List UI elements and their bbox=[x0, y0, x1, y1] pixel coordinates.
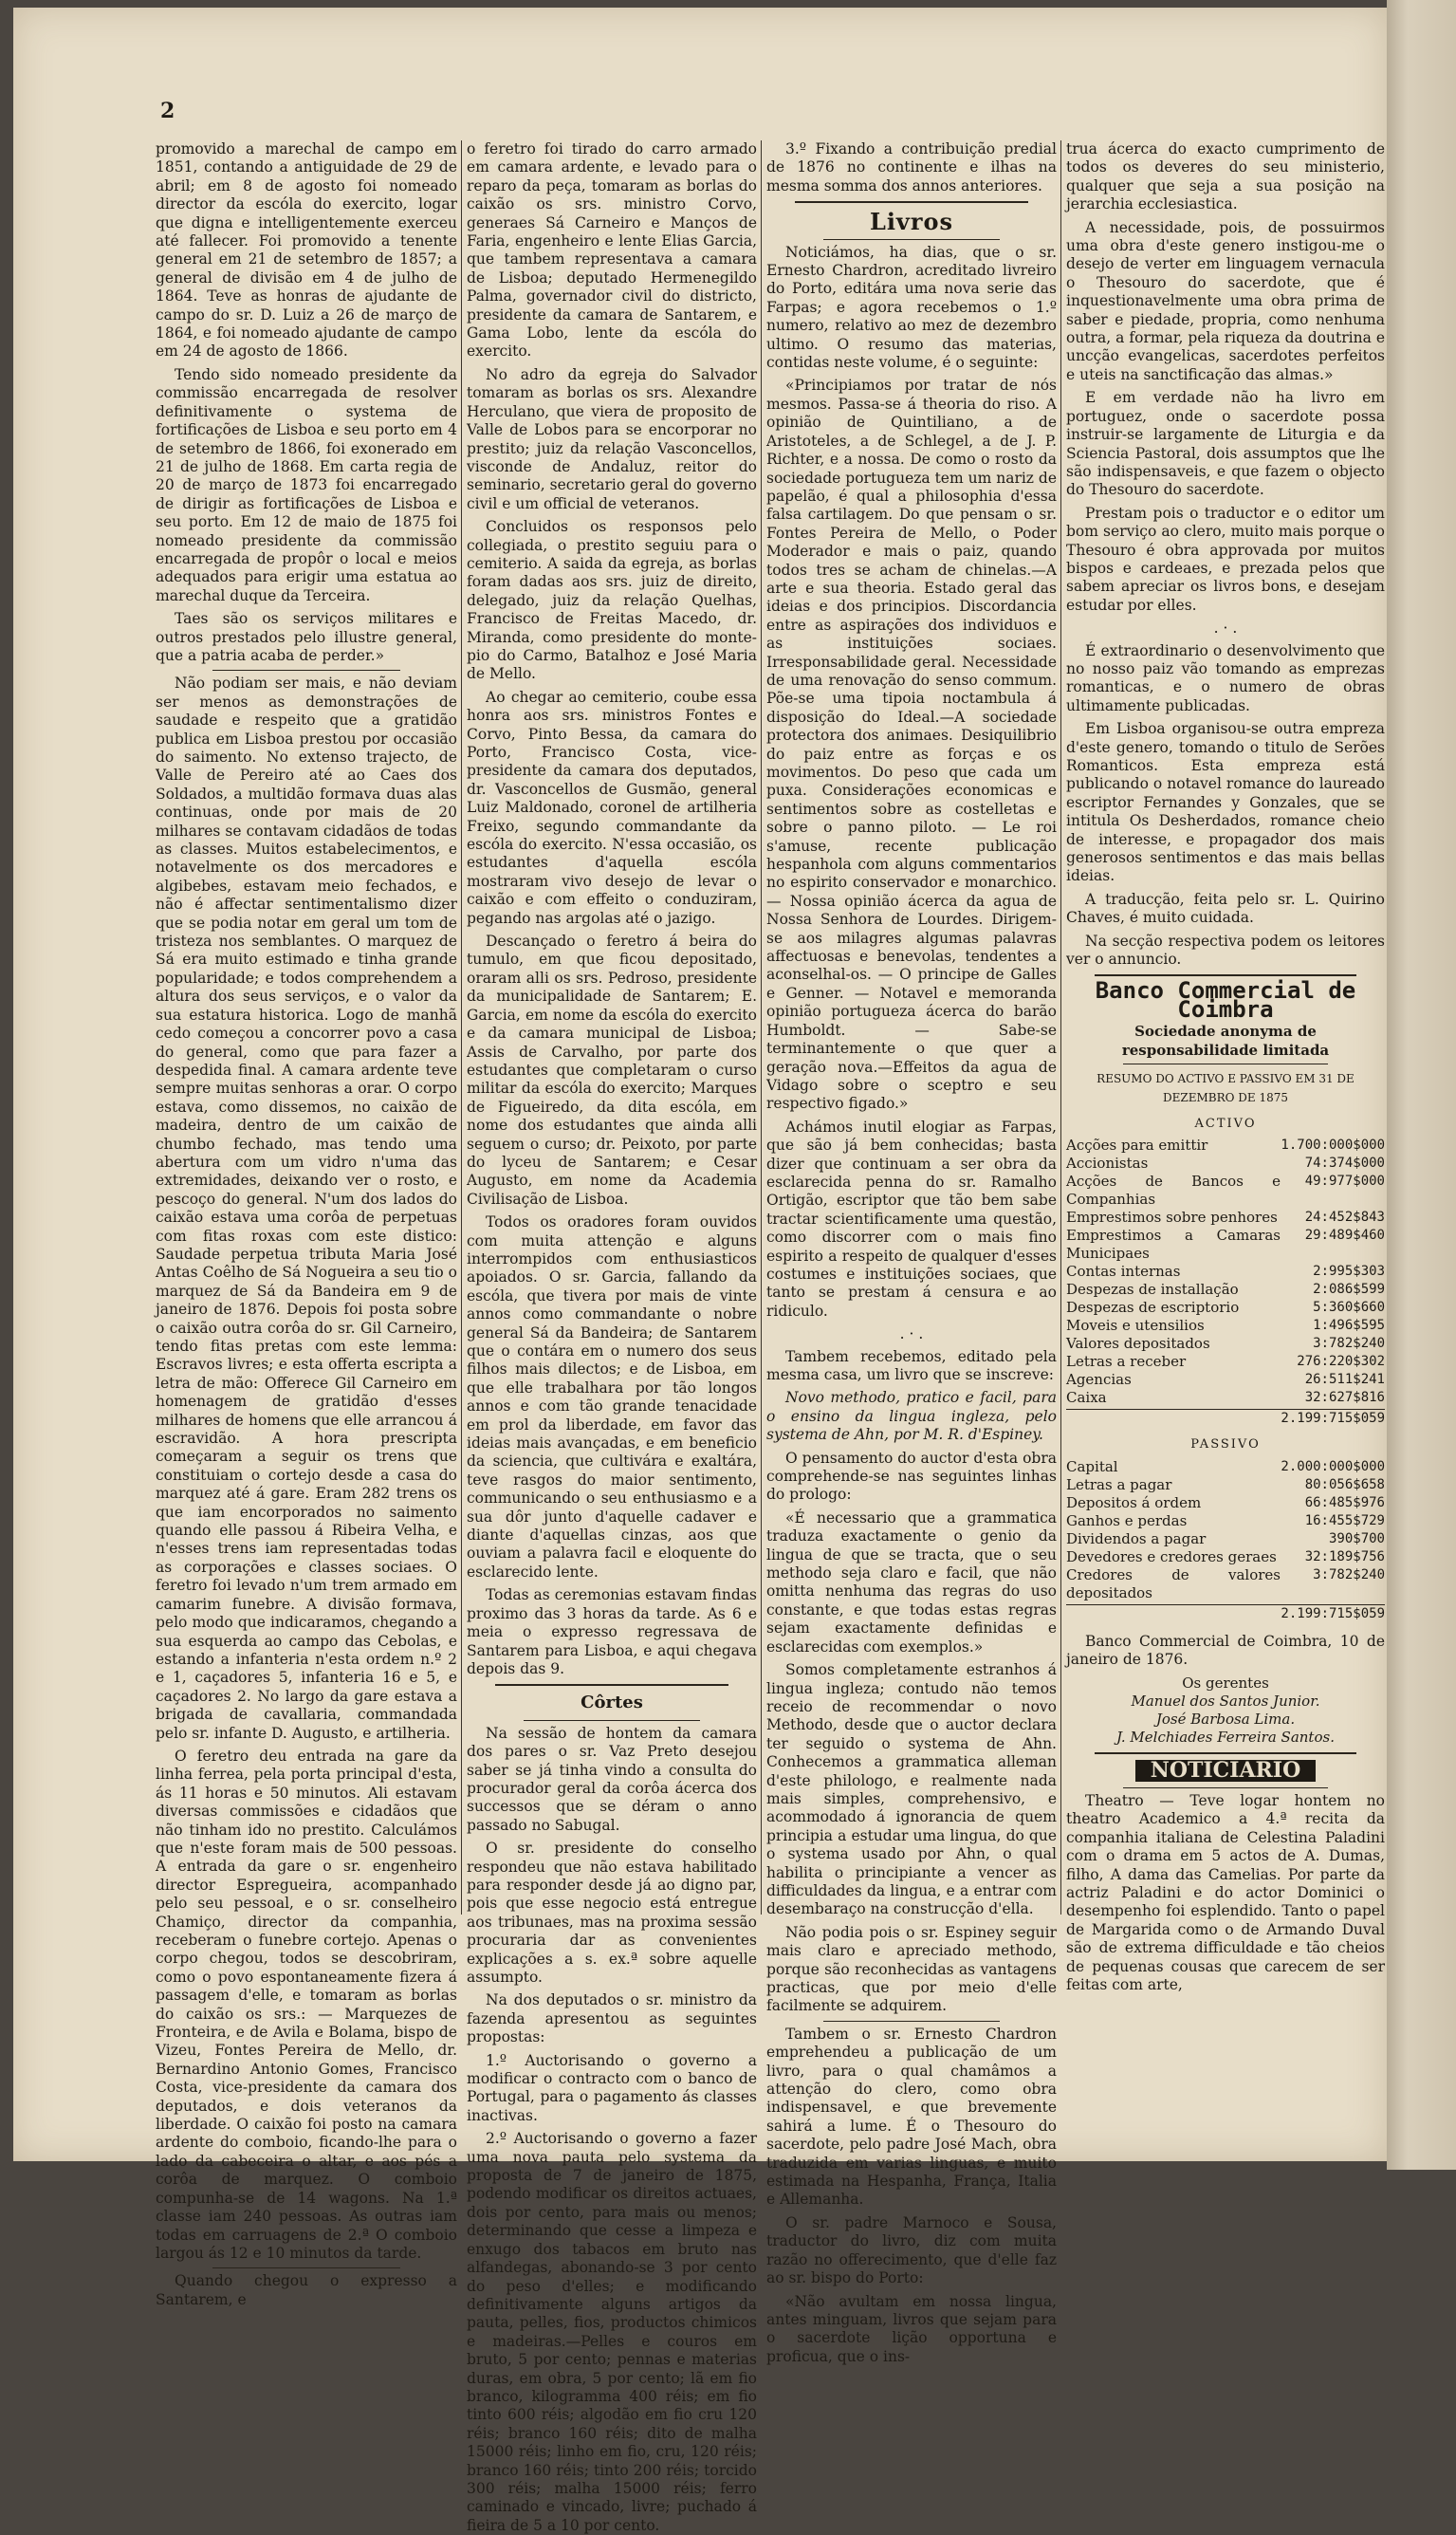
paragraph: «Não avultam em nossa lingua, antes minguam, livros que sejam para o sacerdote lição opportuna e proficua, que o ins- bbox=[766, 2292, 1057, 2365]
activo-heading: ACTIVO bbox=[1194, 1116, 1257, 1131]
bank-subtitle: Sociedade anonyma de responsabilidade limitada bbox=[1121, 1023, 1330, 1059]
bank-title: Banco Commercial de Coimbra bbox=[1095, 977, 1356, 1023]
paragraph: Concluidos os responsos pelo collegiada, o prestito seguiu para o cemiterio. A saida da egreja, as borlas foram dadas aos srs. juiz de direito, delegado, juiz da relação Quelhas, Francisco de Freitas Macedo, dr. Miranda, como presidente do monte-pio do Carmo, Batalhoz e José Maria de Mello. bbox=[467, 518, 757, 683]
page-number: 2 bbox=[160, 99, 175, 123]
account-label: Emprestimos a Camaras Municipaes bbox=[1066, 1227, 1281, 1263]
divider bbox=[823, 2021, 1000, 2022]
paragraph: Não podia pois o sr. Espiney seguir mais claro e apreciado methodo, porque são reconhecidas as vantagens practicas, que por meio d'elle facilmente se adquirem. bbox=[766, 1923, 1057, 2015]
account-value: 1.700:000$000 bbox=[1281, 1138, 1385, 1154]
gerente-name: José Barbosa Lima. bbox=[1155, 1710, 1296, 1728]
account-value: 16:455$729 bbox=[1304, 1512, 1385, 1528]
divider bbox=[495, 1684, 728, 1686]
divider bbox=[795, 201, 1028, 203]
activo-total-row bbox=[1066, 1409, 1385, 1428]
paragraph: trua ácerca do exacto cumprimento de todos os deveres do seu ministerio, qualquer que seja a sua posição na jerarchia ecclesiastica. bbox=[1066, 140, 1385, 213]
paragraph: Somos completamente estranhos á lingua ingleza; contudo não temos receio de recommendar o novo Methodo, desde que o auctor declara ter seguido o systema de Ahn. Conhecemos a grammatica alleman d'este philologo, e realmente nada mais simples, comprehensivo, e acommodado á ignorancia de quem principia a estudar uma lingua, do que o systema usado por Ahn, o qual habilita o principiante a vencer as difficuldades da lingua, e a entrar com desembaraço na construcção d'ella. bbox=[766, 1661, 1057, 1918]
paragraph: Na sessão de hontem da camara dos pares o sr. Vaz Preto desejou saber se já tinha vindo a consulta do procurador geral da corôa ácerca dos successos que se déram o anno passado no Sabugal. bbox=[467, 1724, 757, 1834]
separator-dots: . · . bbox=[1213, 620, 1238, 638]
account-row bbox=[1066, 1263, 1385, 1281]
account-value: 390$700 bbox=[1328, 1530, 1385, 1546]
account-value: 66:485$976 bbox=[1304, 1494, 1385, 1510]
column-4 bbox=[1066, 140, 1385, 2123]
account-label: Acções de Bancos e Companhias bbox=[1066, 1173, 1281, 1209]
account-label: Emprestimos sobre penhores bbox=[1066, 1209, 1278, 1227]
divider bbox=[212, 670, 400, 671]
column-rule bbox=[461, 140, 462, 1915]
section-title-livros: Livros bbox=[869, 208, 954, 236]
account-label: Valores depositados bbox=[1066, 1335, 1210, 1353]
account-value: 26:511$241 bbox=[1304, 1372, 1385, 1388]
paragraph: O sr. padre Marnoco e Sousa, traductor do livro, diz com muita razão no offerecimento, que d'elle faz ao sr. bispo do Porto: bbox=[766, 2213, 1057, 2287]
account-label: Letras a pagar bbox=[1066, 1475, 1172, 1493]
column-2 bbox=[467, 140, 757, 2534]
gerente-name: J. Melchiades Ferreira Santos. bbox=[1116, 1728, 1335, 1746]
account-value: 24:452$843 bbox=[1304, 1210, 1385, 1226]
passivo-total: 2.199:715$059 bbox=[1281, 1605, 1385, 1621]
paragraph: «É necessario que a grammatica traduza exactamente o genio da lingua de que se tracta, que o seu methodo seja claro e facil, que não omitta nenhuma das regras do uso constante, e que todas estas regras sejam exactamente definidas e esclarecidas com exemplos.» bbox=[766, 1508, 1057, 1656]
divider bbox=[823, 239, 1000, 240]
paragraph: 2.º Auctorisando o governo a fazer uma nova pauta pelo systema da proposta de 7 de janeiro de 1875, podendo modificar os direitos actuaes, dois por cento, para mais ou menos; determinando que cesse a limpeza e enxugo dos tabacos em bruto nas alfandegas, abonando-se 3 por cento do peso d'elles; e modificando definitivamente alguns artigos da pauta, pelles, fios, productos chimicos e madeiras.—Pelles e couros em bruto, 5 por cento; pennas e materias duras, em obra, 5 por cento; lã em fio branco, kilogramma 400 réis; em fio tinto 600 réis; algodão em fio cru 120 réis; branco 160 réis; dito de malha 15000 réis; linho em fio, cru, 120 réis; branco 160 réis; tinto 200 réis; torcido 300 réis; malha 15000 réis; ferro caminado e vincado, livre; puchado á fieira de 5 a 10 por cento. bbox=[467, 2130, 757, 2534]
section-title-noticiario: NOTICIARIO bbox=[1135, 1760, 1317, 1782]
account-row bbox=[1066, 1317, 1385, 1335]
account-row bbox=[1066, 1389, 1385, 1407]
account-label: Moveis e utensilios bbox=[1066, 1317, 1205, 1335]
account-row bbox=[1066, 1299, 1385, 1317]
paragraph: Tambem recebemos, editado pela mesma casa, um livro que se inscreve: bbox=[766, 1347, 1057, 1383]
noticiario-header bbox=[1066, 1757, 1385, 1783]
paragraph: Tambem o sr. Ernesto Chardron emprehendeu a publicação de um livro, para o qual chamâmos a attenção do clero, como obra indispensavel, e que brevemente sahirá a lume. É o Thesouro do sacerdote, pelo padre José Mach, obra traduzida em varias linguas, e muito estimada na Hespanha, França, Italia e Allemanha. bbox=[766, 2025, 1057, 2209]
paragraph: E em verdade não ha livro em portuguez, onde o sacerdote possa instruir-se largamente de Liturgia e da Sciencia Pastoral, dois assumptos que lhe são indispensaveis, e que fazem o objecto do Thesouro do sacerdote. bbox=[1066, 389, 1385, 499]
account-value: 32:627$816 bbox=[1304, 1390, 1385, 1406]
account-value: 5:360$660 bbox=[1313, 1300, 1385, 1316]
account-row bbox=[1066, 1155, 1385, 1173]
account-label: Dividendos a pagar bbox=[1066, 1529, 1207, 1547]
account-row bbox=[1066, 1227, 1385, 1263]
account-value: 3:782$240 bbox=[1313, 1336, 1385, 1352]
paragraph: Não podiam ser mais, e não deviam ser menos as demonstrações de saudade e respeito que a gratidão publica em Lisboa prestou por occasião do saimento. No extenso trajecto, de Valle de Pereiro até ao Caes dos Soldados, a multidão formava duas alas continuas, onde por mais de 20 milhares se contavam cidadãos de todas as classes. Muitos estabelecimentos, e notavelmente os dos mercadores e algibebes, estavam meio fechados, e não é affectar sentimentalismo dizer que se podia notar em geral um tom de tristeza nos semblantes. O marquez de Sá era muito estimado e tinha grande popularidade; e todos comprehendem a altura dos seus serviços, e o valor da sua estatura historica. Logo de manhã cedo começou a concorrer povo a casa do general, como que para fazer a despedida final. A camara ardente teve sempre muitas senhoras a orar. O corpo estava, como dissemos, no caixão de madeira, dentro de um caixão de chumbo fechado, mas tendo uma abertura com um vidro n'uma das extremidades, deixando ver o rosto, e pescoço do general. N'um dos lados do caixão estava uma corôa de perpetuas com fitas roxas com este distico: Saudade perpetua tributa Maria José Antas Coêlho de Sá Nogueira a seu tio o marquez de Sá da Bandeira em 9 de janeiro de 1876. Depois foi posta sobre o caixão outra corôa do sr. Gil Carneiro, tendo fitas pretas com este lemma: Escravos livres; e esta offerta escripta a letra de mão: Offerece Gil Carneiro em homenagem de gratidão d'esses milhares de homens que elle arrancou á escravidão. A hora prescripta começaram a seguir os trens que constituiam o cortejo desde a casa do marquez até á gare. Eram 282 trens os que iam encorporados no saimento quando elle passou á Ribeira Velha, e n'esses trens iam representadas todas as corporações e classes sociaes. O feretro foi levado n'um trem armado em camarim funebre. A divisão formava, pelo modo que indicaramos, chegando a sua esquerda ao campo das Cebolas, e estando a infanteria n'esta ordem n.º 2 e 1, caçadores 5, infanteria 16 e 5, e caçadores 2. No largo da gare estava a brigada de cavallaria, commandada pelo sr. infante D. Augusto, e artilheria. bbox=[156, 675, 457, 1742]
account-row bbox=[1066, 1530, 1385, 1548]
passivo-total-row bbox=[1066, 1604, 1385, 1623]
account-value: 80:056$658 bbox=[1304, 1476, 1385, 1492]
paragraph: «Principiamos por tratar de nós mesmos. Passa-se á theoria do riso. A opinião de Quintiliano, a de Aristoteles, a de Schlegel, a de J. P. Richter, e a nossa. De como o rosto da sociedade portugueza tem um nariz de papelão, é qual a philosophia d'essa falsa cartilagem. Do que pensam o sr. Fontes Pereira de Mello, o Poder Moderador e mais o paiz, quando todos tres se acham de chinelas.—A arte e sua theoria. Estado geral das ideias e dos principios. Discordancia entre as aspirações dos individuos e as instituições sociaes. Irresponsabilidade geral. Necessidade de uma renovação do senso commum. Põe-se uma tipoia noctambula á disposição do Ideal.—A sociedade protectora dos animaes. Desiquilibrio do paiz entre as forças e os movimentos. Do peso que cada um puxa. Considerações economicas e sentimentos sobre as costelletas e sobre o panno piloto. — Le roi s'amuse, recente publicação hespanhola com alguns commentarios no espirito conservador e monarchico. — Nossa opinião ácerca da agua de Nossa Senhora de Lourdes. Dirigem-se aos milagres algumas palavras affectuosas e benevolas, tendentes a aconselhal-os. — O principe de Galles e Genner. — Notavel e memoranda opinião portugueza ácerca do barão Humboldt. — Sabe-se terminantemente o que quer a geração nova.—Effeitos da agua de Vidago sobre o sceptro e seu respectivo figado.» bbox=[766, 377, 1057, 1113]
paragraph: O pensamento do auctor d'esta obra comprehende-se nas seguintes linhas do prologo: bbox=[766, 1449, 1057, 1504]
account-row bbox=[1066, 1137, 1385, 1155]
passivo-table bbox=[1066, 1458, 1385, 1602]
paragraph: Prestam pois o traductor e o editor um bom serviço ao clero, muito mais porque o Thesouro é obra approvada por muitos bispos e cardeaes, e prezada pelos que sabem apreciar os livros bons, e desejam estudar por elles. bbox=[1066, 504, 1385, 614]
divider bbox=[524, 1720, 700, 1721]
paragraph: Descançado o feretro á beira do tumulo, em que ficou depositado, oraram alli os srs. Pedroso, presidente da municipalidade de Santarem; E. Garcia, em nome da escóla do exercito e da camara municipal de Lisboa; Assis de Carvalho, por parte dos estudantes que completaram o curso militar da escóla do exercito; Marques de Figueiredo, da dita escóla, em nome dos estudantes que ainda alli seguem o curso; dr. Peixoto, por parte do lyceu de Santarem; e Cesar Augusto, em nome da Academia Civilisação de Lisboa. bbox=[467, 933, 757, 1208]
paragraph: promovido a marechal de campo em 1851, contando a antiguidade de 29 de abril; em 8 de agosto foi nomeado director da escóla do exercito, logar que digna e intelligentemente exerceu até fallecer. Foi promovido a tenente general em 21 de setembro de 1857; a general de divisão em 4 de julho de 1864. Teve as honras de ajudante de campo do sr. D. Luiz a 26 de março de 1864, e foi nomeado ajudante de campo em 24 de agosto de 1866. bbox=[156, 140, 457, 361]
paragraph: Achámos inutil elogiar as Farpas, que são já bem conhecidas; basta dizer que continuam a ser obra da esclarecida penna do sr. Ramalho Ortigão, escriptor que tão bem sabe tractar scientificamente uma questão, como discorrer com o mais fino espirito a respeito de qualquer d'esses costumes e instituições sociaes, que tanto se prestam á censura e ao ridiculo. bbox=[766, 1118, 1057, 1320]
column-3 bbox=[766, 140, 1057, 2365]
account-row bbox=[1066, 1458, 1385, 1476]
account-row bbox=[1066, 1281, 1385, 1299]
gerente-name: Manuel dos Santos Junior. bbox=[1131, 1692, 1320, 1710]
account-value: 2.000:000$000 bbox=[1281, 1458, 1385, 1474]
paragraph: Tendo sido nomeado presidente da commissão encarregada de resolver definitivamente o systema de fortificações de Lisboa e seu porto em 4 de setembro de 1866, foi exonerado em 21 de julho de 1868. Em carta regia de 20 de março de 1873 foi encarregado de dirigir as fortificações de Lisboa e seu porto. Em 12 de maio de 1875 foi nomeado presidente da commissão encarregada de propôr o local e meios adequados para erigir uma estatua ao marechal duque da Terceira. bbox=[156, 365, 457, 604]
account-label: Despezas de escriptorio bbox=[1066, 1299, 1240, 1317]
divider bbox=[212, 2267, 400, 2268]
account-value: 29:489$460 bbox=[1304, 1228, 1385, 1244]
activo-table bbox=[1066, 1137, 1385, 1407]
paragraph: A traducção, feita pelo sr. L. Quirino Chaves, é muito cuidada. bbox=[1066, 890, 1385, 927]
bank-resume: RESUMO DO ACTIVO E PASSIVO EM 31 DE DEZEMBRO DE 1875 bbox=[1097, 1072, 1355, 1104]
account-value: 3:782$240 bbox=[1313, 1566, 1385, 1582]
paragraph: Noticiámos, ha dias, que o sr. Ernesto Chardron, acreditado livreiro do Porto, editára uma nova serie das Farpas; e agora recebemos o 1.º numero, relativo ao mez de dezembro ultimo. O resumo das materias, contidas neste volume, é o seguinte: bbox=[766, 243, 1057, 372]
account-row bbox=[1066, 1209, 1385, 1227]
paragraph: Novo methodo, pratico e facil, para o ensino da lingua ingleza, pelo systema de Ahn, por M. R. d'Espiney. bbox=[766, 1389, 1057, 1444]
paragraph: O sr. presidente do conselho respondeu que não estava habilitado para responder desde já ao digno par, pois que esse negocio está entregue aos tribunaes, mas na proxima sessão procuraria dar as convenientes explicações a s. ex.ª sobre aquelle assumpto. bbox=[467, 1840, 757, 1986]
paragraph: Theatro — Teve logar hontem no theatro Academico a 4.ª recita da companhia italiana de Celestina Paladini com o drama em 5 actos de A. Dumas, filho, A dama das Camelias. Por parte da actriz Paladini e do actor Dominici o desempenho foi esplendido. Tanto o papel de Margarida como o de Armando Duval são de extrema difficuldade e tão cheios de pequenas cousas que carecem de ser feitas com arte, bbox=[1066, 1791, 1385, 1993]
account-label: Acções para emittir bbox=[1066, 1137, 1208, 1155]
account-row bbox=[1066, 1173, 1385, 1209]
account-label: Despezas de installação bbox=[1066, 1281, 1239, 1299]
separator-dots: . · . bbox=[899, 1325, 924, 1343]
paragraph: Todos os oradores foram ouvidos com muita attenção e alguns interrompidos com enthusiasticos apoiados. O sr. Garcia, fallando da escóla, que tivera por mais de vinte annos como commandante o nobre general Sá da Bandeira; de Santarem que o contára em o numero dos seus filhos mais dilectos; e de Lisboa, em que elle trabalhara por tão longos annos e com tão grande tenacidade em prol da liberdade, em favor das ideias mais avançadas, e em beneficio da sciencia, que cultivára e exaltára, teve rasgos do maior sentimento, communicando o seu enthusiasmo e a sua dôr junto d'aquelle cadaver e diante d'aquellas cinzas, aos que ouviam a palavra facil e eloquente do esclarecido lente. bbox=[467, 1213, 757, 1581]
account-label: Caixa bbox=[1066, 1389, 1107, 1407]
activo-total: 2.199:715$059 bbox=[1281, 1411, 1385, 1427]
divider bbox=[1123, 1787, 1328, 1788]
account-row bbox=[1066, 1476, 1385, 1494]
paragraph: A necessidade, pois, de possuirmos uma obra d'este genero instigou-me o desejo de verter em linguagem vernacula o Thesouro do sacerdote, que é inquestionavelmente uma obra prima de saber e piedade, propria, como nenhuma outra, a formar, pela riqueza da doutrina e uncção evangelicas, sacerdotes perfeitos e uteis na sanctificação das almas.» bbox=[1066, 218, 1385, 383]
account-row bbox=[1066, 1335, 1385, 1353]
account-label: Depositos á ordem bbox=[1066, 1493, 1202, 1511]
account-label: Contas internas bbox=[1066, 1263, 1181, 1281]
next-page-edge bbox=[1387, 0, 1456, 2170]
paragraph: o feretro foi tirado do carro armado em camara ardente, e levado para o reparo da peça, tomaram as borlas do caixão os srs. ministro Corvo, generaes Sá Carneiro e Manços de Faria, engenheiro e lente Elias Garcia, que tambem representava a camara de Lisboa; deputado Hermenegildo Palma, governador civil do districto, presidente da camara de Santarem, e Gama Lobo, lente da escóla do exercito. bbox=[467, 140, 757, 361]
divider bbox=[1095, 974, 1356, 976]
column-1 bbox=[156, 140, 457, 2308]
account-row bbox=[1066, 1353, 1385, 1371]
passivo-heading: PASSIVO bbox=[1190, 1437, 1261, 1453]
newspaper-page bbox=[13, 8, 1387, 2534]
account-label: Capital bbox=[1066, 1457, 1118, 1475]
paragraph: Taes são os serviços militares e outros prestados pelo illustre general, que a patria acaba de perder.» bbox=[156, 610, 457, 664]
account-label: Accionistas bbox=[1066, 1155, 1149, 1173]
account-value: 32:189$756 bbox=[1304, 1548, 1385, 1564]
account-value: 74:374$000 bbox=[1304, 1156, 1385, 1172]
paragraph: No adro da egreja do Salvador tomaram as borlas os srs. Alexandre Herculano, que viera de proposito de Valle de Lobos para se encorporar no prestito; juiz da relação Vasconcellos, visconde de Andaluz, reitor do seminario, secretario geral do governo civil e um official de veteranos. bbox=[467, 365, 757, 512]
account-value: 2:086$599 bbox=[1313, 1282, 1385, 1298]
account-value: 276:220$302 bbox=[1297, 1354, 1385, 1370]
paragraph: Quando chegou o expresso a Santarem, e bbox=[156, 2272, 457, 2308]
account-label: Credores de valores depositados bbox=[1066, 1565, 1281, 1601]
account-label: Devedores e credores geraes bbox=[1066, 1547, 1277, 1565]
account-row bbox=[1066, 1566, 1385, 1602]
column-rule bbox=[1060, 140, 1061, 1915]
gerentes-label: Os gerentes bbox=[1182, 1674, 1269, 1692]
account-label: Agencias bbox=[1066, 1371, 1132, 1389]
paragraph: 3.º Fixando a contribuição predial de 1876 no continente e ilhas na mesma somma dos annos anteriores. bbox=[766, 140, 1057, 194]
account-value: 2:995$303 bbox=[1313, 1264, 1385, 1280]
paragraph: Em Lisboa organisou-se outra empreza d'este genero, tomando o titulo de Serões Romanticos. Esta empreza está publicando o notavel romance do laureado escriptor Fernandes y Gonzales, que se intitula Os Desherdados, romance cheio de interesse, e propagador dos mais generosos sentimentos e das mais bellas ideias. bbox=[1066, 720, 1385, 885]
account-row bbox=[1066, 1548, 1385, 1566]
divider bbox=[1095, 1752, 1356, 1754]
account-value: 1:496$595 bbox=[1313, 1318, 1385, 1334]
paragraph: Na dos deputados o sr. ministro da fazenda apresentou as seguintes propostas: bbox=[467, 1991, 757, 2046]
account-row bbox=[1066, 1494, 1385, 1512]
paragraph: É extraordinario o desenvolvimento que no nosso paiz vão tomando as emprezas romanticas, e o numero de obras ultimamente publicadas. bbox=[1066, 641, 1385, 714]
paragraph: O feretro deu entrada na gare da linha ferrea, pela porta principal d'esta, ás 11 horas e 50 minutos. Ali estavam diversas commissões e cidadãos que não tinham ido no prestito. Calculámos que n'este foram mais de 500 pessoas. A entrada da gare o sr. engenheiro director Espregueira, acompanhado pelo seu pessoal, e o sr. conselheiro Chamiço, director da companhia, receberam o funebre cortejo. Apenas o corpo chegou, todos se descobriram, como o povo espontaneamente fizera á passagem d'elle, e tomaram as borlas do caixão os srs.: — Marquezes de Fronteira, e de Avila e Bolama, bispo de Vizeu, Fontes Pereira de Mello, dr. Bernardino Antonio Gomes, Francisco Costa, vice-presidente da camara dos deputados, e dois veteranos da liberdade. O caixão foi posto na camara ardente do comboio, ficando-lhe para o lado da cabeceira o altar, e aos pés a corôa de marquez. O comboio compunha-se de 14 wagons. Na 1.ª classe iam 240 pessoas. As outras iam todas em carruagens de 2.ª O comboio largou ás 12 e 10 minutos da tarde. bbox=[156, 1747, 457, 2262]
account-row bbox=[1066, 1512, 1385, 1530]
paragraph: 1.º Auctorisando o governo a modificar o contracto com o banco de Portugal, para o pagamento ás classes inactivas. bbox=[467, 2051, 757, 2124]
account-row bbox=[1066, 1371, 1385, 1389]
paragraph: Todas as ceremonias estavam findas proximo das 3 horas da tarde. As 6 e meia o expresso regressava de Santarem para Lisboa, e aqui chegava depois das 9. bbox=[467, 1586, 757, 1677]
bank-date: Banco Commercial de Coimbra, 10 de janeiro de 1876. bbox=[1066, 1632, 1385, 1669]
account-value: 49:977$000 bbox=[1304, 1174, 1385, 1190]
section-title-cortes: Côrtes bbox=[581, 1693, 643, 1713]
paragraph: Na secção respectiva podem os leitores ver o annuncio. bbox=[1066, 932, 1385, 969]
paragraph: Ao chegar ao cemiterio, coube essa honra aos srs. ministros Fontes e Corvo, Pinto Bessa, da camara do Porto, Francisco Costa, vice-presidente da camara dos deputados, dr. Vasconcellos de Gusmão, general Luiz Maldonado, coronel de artilheria Freixo, segundo commandante da escóla do exercito. N'essa occasião, os estudantes d'aquella escóla mostraram vivo desejo de levar o caixão e com effeito o conduziram, pegando nas argolas até o jazigo. bbox=[467, 688, 757, 927]
account-label: Letras a receber bbox=[1066, 1353, 1187, 1371]
column-rule bbox=[761, 140, 762, 1915]
account-label: Ganhos e perdas bbox=[1066, 1511, 1188, 1529]
